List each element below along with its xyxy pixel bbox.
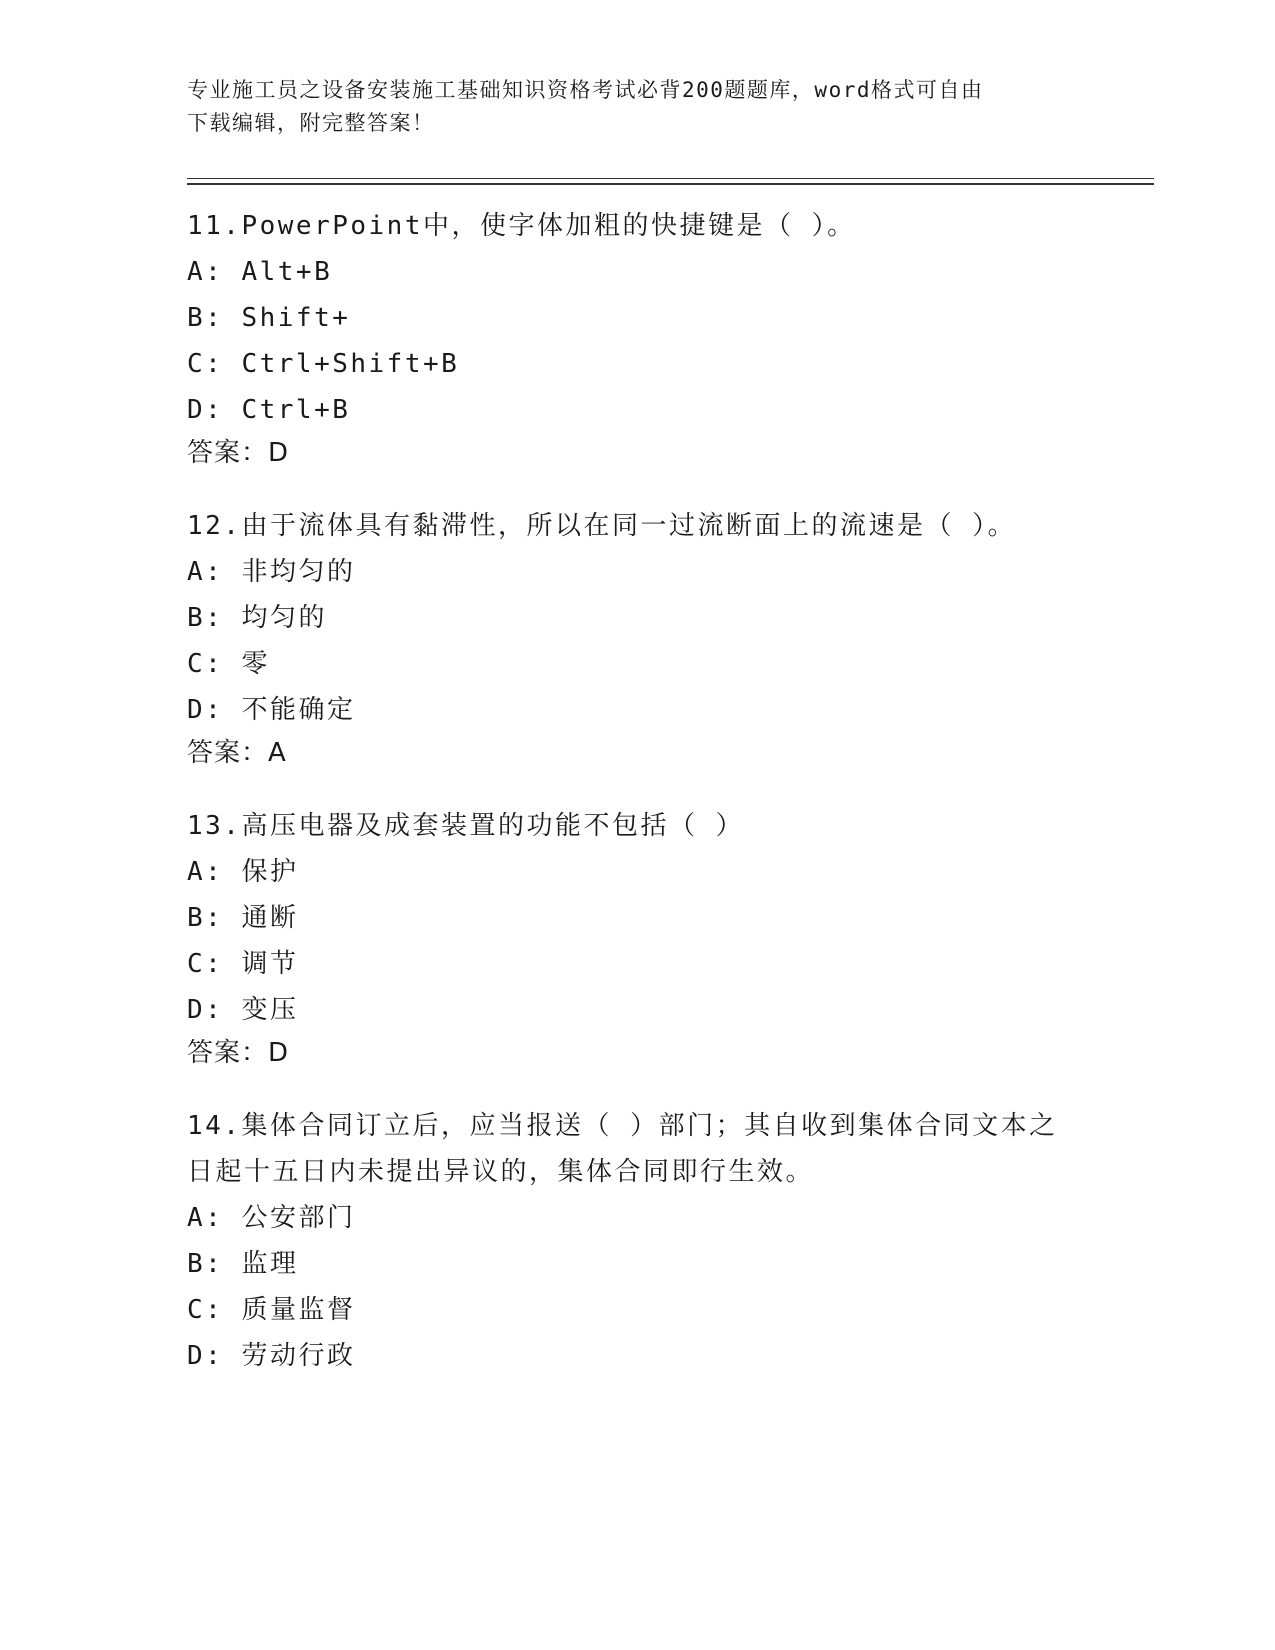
answer-option: D: 变压 bbox=[187, 995, 299, 1025]
question-stem: 12.由于流体具有黏滞性，所以在同一过流断面上的流速是（ ）。 bbox=[187, 511, 1017, 541]
answer-option: D: Ctrl+B bbox=[187, 395, 351, 425]
answer-option: B: 监理 bbox=[187, 1249, 299, 1279]
question-stem: 14.集体合同订立后，应当报送（ ）部门；其自收到集体合同文本之 bbox=[187, 1111, 1058, 1141]
document-header bbox=[187, 74, 1067, 140]
header-divider-thick bbox=[187, 183, 1154, 185]
answer-option: D: 不能确定 bbox=[187, 695, 356, 725]
question-stem: 13.高压电器及成套装置的功能不包括（ ） bbox=[187, 811, 745, 841]
answer-option: A: 保护 bbox=[187, 857, 299, 887]
header-line-1: 专业施工员之设备安装施工基础知识资格考试必背200题题库，word格式可自由 bbox=[187, 78, 984, 102]
question-list bbox=[187, 203, 1087, 1409]
answer-option: C: 零 bbox=[187, 649, 270, 679]
question-block bbox=[187, 503, 1087, 773]
answer-option: A: Alt+B bbox=[187, 257, 333, 287]
answer-option: B: Shift+ bbox=[187, 303, 351, 333]
question-block bbox=[187, 203, 1087, 473]
header-divider-thin bbox=[187, 178, 1154, 179]
question-stem: 日起十五日内未提出异议的，集体合同即行生效。 bbox=[187, 1157, 815, 1187]
question-block bbox=[187, 803, 1087, 1073]
answer-key: 答案：D bbox=[187, 1038, 290, 1068]
answer-option: C: 调节 bbox=[187, 949, 299, 979]
answer-option: C: Ctrl+Shift+B bbox=[187, 349, 460, 379]
question-block bbox=[187, 1103, 1087, 1379]
question-stem: 11.PowerPoint中，使字体加粗的快捷键是（ ）。 bbox=[187, 211, 856, 241]
answer-key: 答案：D bbox=[187, 438, 290, 468]
answer-option: A: 公安部门 bbox=[187, 1203, 356, 1233]
answer-option: A: 非均匀的 bbox=[187, 557, 356, 587]
answer-option: D: 劳动行政 bbox=[187, 1341, 356, 1371]
answer-option: B: 均匀的 bbox=[187, 603, 327, 633]
answer-key: 答案：A bbox=[187, 738, 287, 768]
answer-option: B: 通断 bbox=[187, 903, 299, 933]
answer-option: C: 质量监督 bbox=[187, 1295, 356, 1325]
header-line-2: 下载编辑，附完整答案！ bbox=[187, 111, 435, 135]
